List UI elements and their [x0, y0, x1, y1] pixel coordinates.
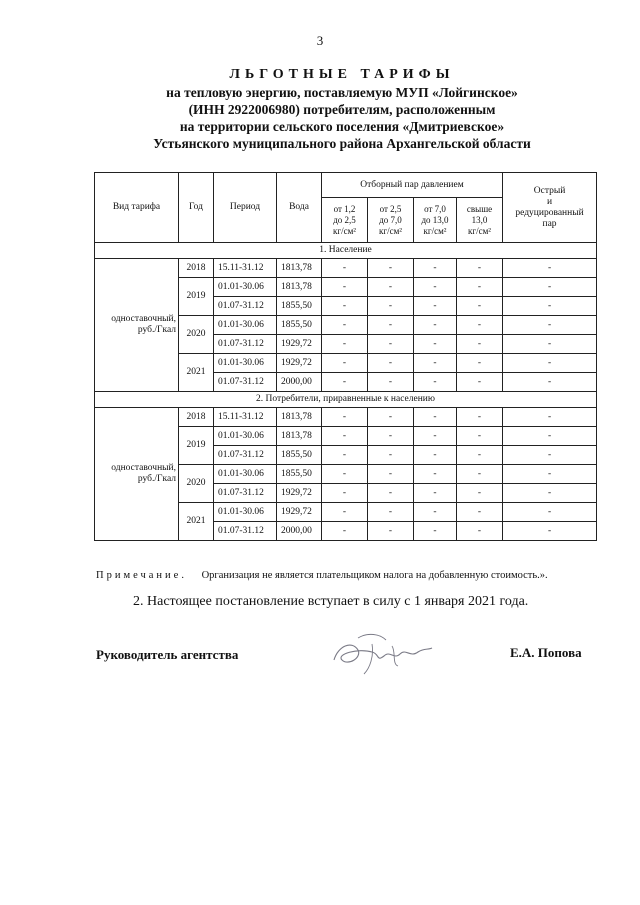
- section-row: [95, 392, 597, 408]
- empty-value-cell: -: [368, 522, 414, 541]
- empty-value-cell: -: [457, 297, 503, 316]
- empty-value-cell: -: [503, 522, 597, 541]
- empty-value-cell: -: [503, 354, 597, 373]
- empty-value-cell: -: [368, 465, 414, 484]
- pressure-line: свыше: [466, 203, 493, 214]
- empty-value-cell: -: [457, 427, 503, 446]
- empty-value-cell: -: [414, 408, 457, 427]
- header-sharp-steam-line: Острый: [533, 185, 566, 196]
- water-tariff-cell: 1855,50: [277, 316, 322, 335]
- signatory-name: Е.А. Попова: [510, 645, 582, 660]
- header-steam-group: Отборный пар давлением: [322, 173, 503, 198]
- empty-value-cell: -: [503, 297, 597, 316]
- pressure-line: от 2,5: [379, 203, 402, 214]
- empty-value-cell: -: [322, 354, 368, 373]
- empty-value-cell: -: [322, 484, 368, 503]
- water-tariff-cell: 1813,78: [277, 259, 322, 278]
- empty-value-cell: -: [457, 373, 503, 392]
- empty-value-cell: -: [414, 446, 457, 465]
- header-year: Год: [179, 173, 214, 243]
- empty-value-cell: -: [368, 484, 414, 503]
- empty-value-cell: -: [503, 259, 597, 278]
- water-tariff-cell: 2000,00: [277, 522, 322, 541]
- empty-value-cell: -: [322, 408, 368, 427]
- empty-value-cell: -: [503, 503, 597, 522]
- water-tariff-cell: 2000,00: [277, 373, 322, 392]
- title-line-3: на территории сельского поселения «Дмитриевское»: [179, 119, 505, 134]
- water-tariff-cell: 1855,50: [277, 297, 322, 316]
- header-pressure-4: [457, 198, 503, 243]
- tariffs-table: [94, 172, 597, 541]
- water-tariff-cell: 1855,50: [277, 465, 322, 484]
- pressure-line: от 1,2: [333, 203, 356, 214]
- header-pressure-2: [368, 198, 414, 243]
- title-line-1: на тепловую энергию, поставляемую МУП «Лойгинское»: [166, 85, 518, 100]
- empty-value-cell: -: [368, 427, 414, 446]
- section-row: [95, 243, 597, 259]
- empty-value-cell: -: [368, 373, 414, 392]
- empty-value-cell: -: [322, 278, 368, 297]
- empty-value-cell: -: [322, 335, 368, 354]
- year-cell: 2018: [179, 259, 214, 278]
- water-tariff-cell: 1929,72: [277, 354, 322, 373]
- document-title: [0, 66, 640, 152]
- empty-value-cell: -: [503, 316, 597, 335]
- pressure-line: 13,0: [471, 214, 488, 225]
- empty-value-cell: -: [503, 408, 597, 427]
- empty-value-cell: -: [322, 259, 368, 278]
- note-label: Примечание.: [96, 570, 187, 581]
- tariff-type-cell: одноставочный, руб./Гкал: [95, 259, 179, 392]
- empty-value-cell: -: [503, 278, 597, 297]
- effective-date-clause: 2. Настоящее постановление вступает в силу с 1 января 2021 года.: [133, 594, 529, 609]
- empty-value-cell: -: [414, 427, 457, 446]
- year-cell: 2020: [179, 316, 214, 354]
- empty-value-cell: -: [503, 446, 597, 465]
- empty-value-cell: -: [457, 522, 503, 541]
- empty-value-cell: -: [368, 259, 414, 278]
- empty-value-cell: -: [368, 278, 414, 297]
- year-cell: 2021: [179, 503, 214, 541]
- header-sharp-steam-line: редуцированный: [515, 207, 584, 218]
- empty-value-cell: -: [322, 465, 368, 484]
- empty-value-cell: -: [368, 354, 414, 373]
- section-title: 2. Потребители, приравненные к населению: [95, 392, 597, 408]
- empty-value-cell: -: [322, 316, 368, 335]
- water-tariff-cell: 1813,78: [277, 427, 322, 446]
- empty-value-cell: -: [368, 408, 414, 427]
- page-number: 3: [316, 33, 324, 48]
- empty-value-cell: -: [368, 316, 414, 335]
- water-tariff-cell: 1813,78: [277, 408, 322, 427]
- empty-value-cell: -: [414, 316, 457, 335]
- header-sharp-steam-line: пар: [542, 218, 557, 229]
- water-tariff-cell: 1813,78: [277, 278, 322, 297]
- empty-value-cell: -: [368, 335, 414, 354]
- header-pressure-3: [414, 198, 457, 243]
- empty-value-cell: -: [457, 335, 503, 354]
- pressure-line: кг/см²: [423, 225, 447, 236]
- title-line-4: Устьянского муниципального района Архангельской области: [153, 136, 531, 151]
- empty-value-cell: -: [457, 354, 503, 373]
- note-text: Организация не является плательщиком налога на добавленную стоимость.».: [201, 570, 548, 581]
- period-cell: 15.11-31.12: [214, 408, 277, 427]
- period-cell: 01.01-30.06: [214, 278, 277, 297]
- empty-value-cell: -: [322, 503, 368, 522]
- title-line-2: (ИНН 2922006980) потребителям, расположенным: [188, 102, 496, 117]
- period-cell: 01.01-30.06: [214, 503, 277, 522]
- empty-value-cell: -: [368, 503, 414, 522]
- empty-value-cell: -: [457, 316, 503, 335]
- handwritten-signature: [328, 626, 438, 683]
- header-sharp-steam-line: и: [546, 196, 553, 207]
- empty-value-cell: -: [503, 484, 597, 503]
- empty-value-cell: -: [322, 446, 368, 465]
- year-cell: 2021: [179, 354, 214, 392]
- water-tariff-cell: 1929,72: [277, 335, 322, 354]
- empty-value-cell: -: [457, 259, 503, 278]
- tariff-type-cell: одноставочный, руб./Гкал: [95, 408, 179, 541]
- empty-value-cell: -: [414, 278, 457, 297]
- empty-value-cell: -: [322, 522, 368, 541]
- empty-value-cell: -: [503, 373, 597, 392]
- pressure-line: кг/см²: [333, 225, 356, 236]
- period-cell: 01.07-31.12: [214, 446, 277, 465]
- header-period: Период: [214, 173, 277, 243]
- empty-value-cell: -: [457, 503, 503, 522]
- year-cell: 2019: [179, 427, 214, 465]
- empty-value-cell: -: [503, 465, 597, 484]
- empty-value-cell: -: [414, 335, 457, 354]
- period-cell: 01.07-31.12: [214, 522, 277, 541]
- empty-value-cell: -: [457, 408, 503, 427]
- empty-value-cell: -: [414, 297, 457, 316]
- table-row: [95, 259, 597, 278]
- period-cell: 01.07-31.12: [214, 297, 277, 316]
- year-cell: 2018: [179, 408, 214, 427]
- header-water: Вода: [277, 173, 322, 243]
- pressure-line: до 13,0: [421, 214, 449, 225]
- period-cell: 01.07-31.12: [214, 484, 277, 503]
- header-sharp-steam: [503, 173, 597, 243]
- title-main: ЛЬГОТНЫЕ ТАРИФЫ: [229, 67, 455, 82]
- empty-value-cell: -: [322, 427, 368, 446]
- empty-value-cell: -: [414, 503, 457, 522]
- period-cell: 01.07-31.12: [214, 335, 277, 354]
- period-cell: 01.01-30.06: [214, 316, 277, 335]
- note: [96, 570, 548, 581]
- pressure-line: кг/см²: [379, 225, 402, 236]
- period-cell: 15.11-31.12: [214, 259, 277, 278]
- section-title: 1. Население: [95, 243, 597, 259]
- pressure-line: до 2,5: [333, 214, 356, 225]
- empty-value-cell: -: [457, 446, 503, 465]
- empty-value-cell: -: [322, 373, 368, 392]
- header-tariff-type: Вид тарифа: [95, 173, 179, 243]
- signatory-position: Руководитель агентства: [96, 647, 239, 662]
- pressure-line: до 7,0: [379, 214, 402, 225]
- water-tariff-cell: 1929,72: [277, 484, 322, 503]
- pressure-line: от 7,0: [424, 203, 446, 214]
- table-row: [95, 408, 597, 427]
- empty-value-cell: -: [457, 278, 503, 297]
- year-cell: 2020: [179, 465, 214, 503]
- period-cell: 01.01-30.06: [214, 427, 277, 446]
- empty-value-cell: -: [414, 259, 457, 278]
- empty-value-cell: -: [457, 465, 503, 484]
- period-cell: 01.01-30.06: [214, 465, 277, 484]
- water-tariff-cell: 1929,72: [277, 503, 322, 522]
- pressure-line: кг/см²: [468, 225, 491, 236]
- empty-value-cell: -: [414, 522, 457, 541]
- empty-value-cell: -: [414, 484, 457, 503]
- period-cell: 01.07-31.12: [214, 373, 277, 392]
- empty-value-cell: -: [414, 373, 457, 392]
- empty-value-cell: -: [368, 446, 414, 465]
- empty-value-cell: -: [322, 297, 368, 316]
- period-cell: 01.01-30.06: [214, 354, 277, 373]
- empty-value-cell: -: [414, 354, 457, 373]
- empty-value-cell: -: [503, 335, 597, 354]
- empty-value-cell: -: [414, 465, 457, 484]
- empty-value-cell: -: [457, 484, 503, 503]
- empty-value-cell: -: [368, 297, 414, 316]
- water-tariff-cell: 1855,50: [277, 446, 322, 465]
- year-cell: 2019: [179, 278, 214, 316]
- header-pressure-1: [322, 198, 368, 243]
- empty-value-cell: -: [503, 427, 597, 446]
